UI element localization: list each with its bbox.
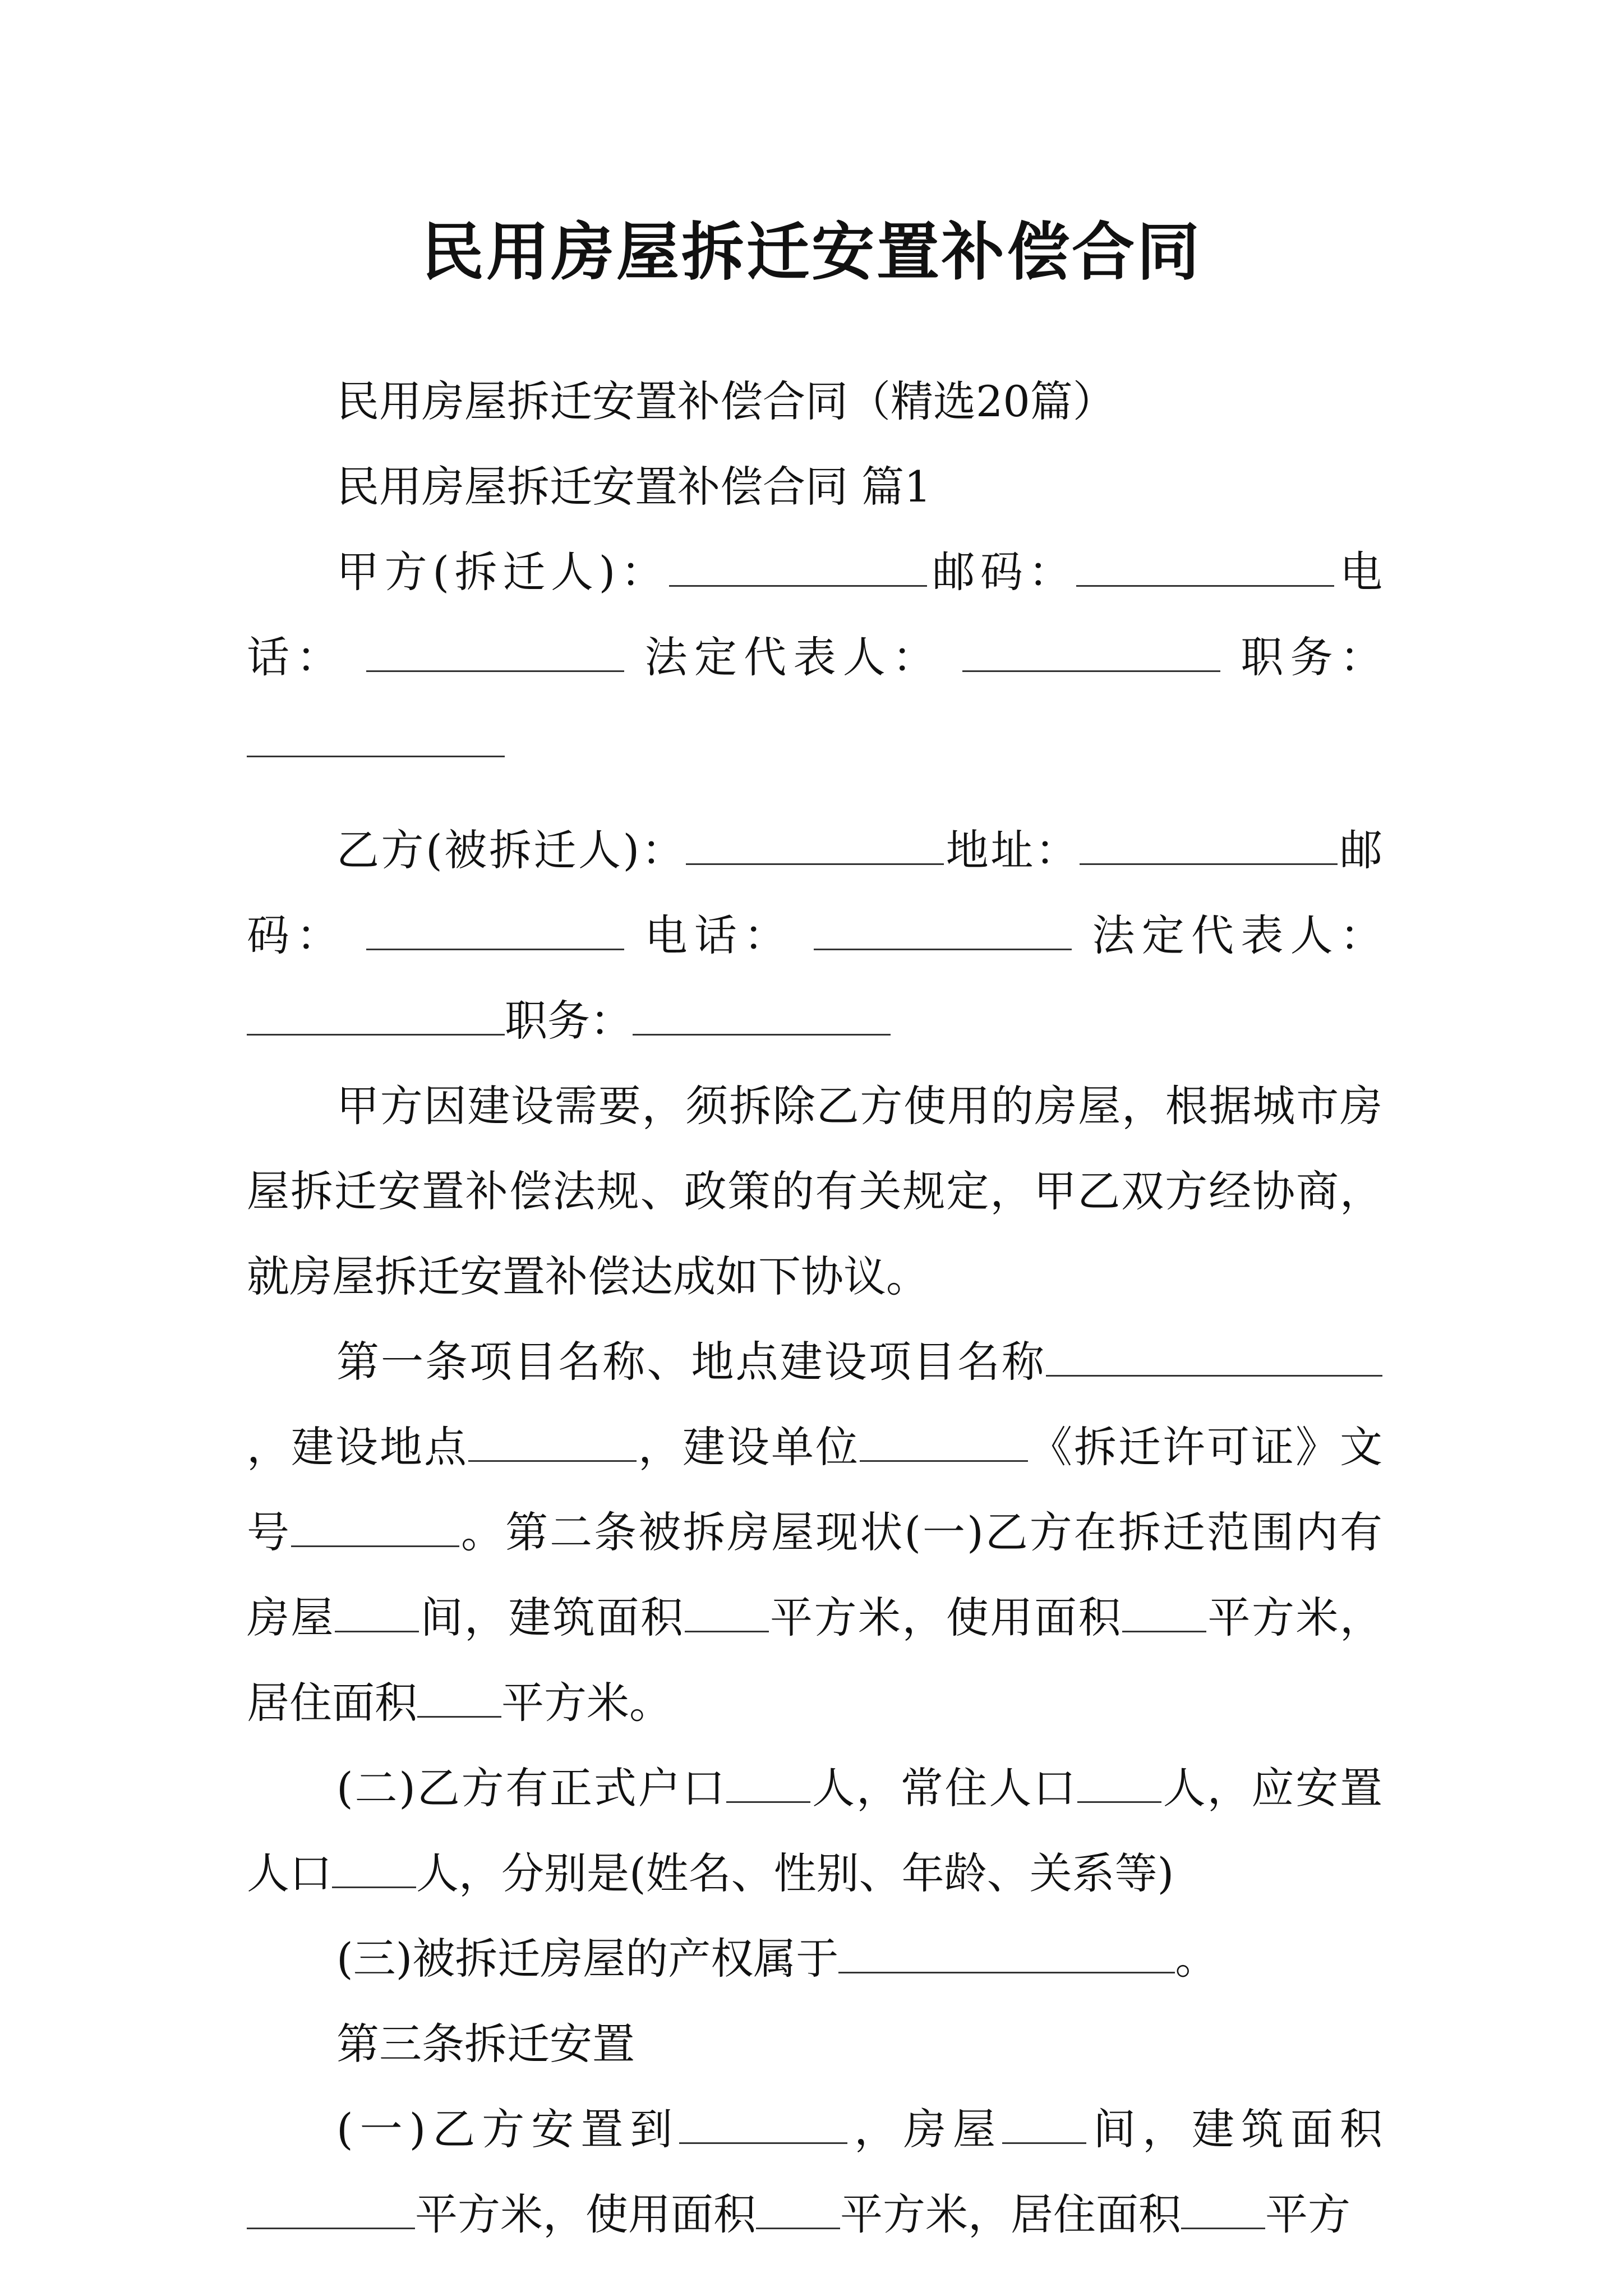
item-2-text: 人，应安置人口 <box>247 1763 1383 1898</box>
party-a-postcode-label: 邮码： <box>926 547 1077 597</box>
party-b-address-label: 地址： <box>944 825 1080 875</box>
article-1-text: 平方米，居住面积 <box>247 1593 1382 1728</box>
blank-field <box>1046 1337 1382 1377</box>
settlement-text: 间，建筑面积 <box>1086 2104 1383 2154</box>
party-a-legal-rep-label: 法定代表人： <box>644 632 942 682</box>
blank-field <box>1080 825 1338 865</box>
item-2-paragraph <box>247 1746 1382 1916</box>
party-a-label: 甲方(拆迁人)： <box>336 547 669 597</box>
settlement-text: 平方米，居住面积 <box>840 2189 1181 2239</box>
settlement-text: 平方米，使用面积 <box>415 2189 756 2239</box>
blank-field <box>247 996 505 1036</box>
party-a-block <box>247 530 1382 785</box>
article-1-text: ，建设单位 <box>637 1422 860 1472</box>
blank-field <box>1077 1763 1161 1803</box>
blank-field <box>332 1848 416 1888</box>
article-1-text: 。第二条被拆房屋现状(一)乙方在拆迁范围内有房屋 <box>247 1507 1382 1642</box>
article-1-text: ，建设地点 <box>247 1422 468 1472</box>
settlement-paragraph <box>247 2087 1382 2257</box>
party-b-legal-rep-label: 法定代表人： <box>1092 910 1382 960</box>
blank-field <box>468 1422 637 1462</box>
blank-field <box>247 717 505 757</box>
party-b-label: 乙方(被拆迁人)： <box>336 825 686 875</box>
party-b-postcode-label: 邮码： <box>247 825 1383 960</box>
article-1-text: 平方米，使用面积 <box>768 1593 1122 1642</box>
party-b-block <box>247 808 1382 1064</box>
blank-field <box>1181 2189 1265 2229</box>
article-1-paragraph <box>247 1319 1382 1746</box>
blank-field <box>685 1593 769 1632</box>
blank-field <box>1076 547 1334 587</box>
blank-field <box>860 1422 1028 1462</box>
blank-field <box>633 996 891 1036</box>
blank-field <box>247 2189 415 2229</box>
blank-field <box>291 1507 459 1547</box>
item-3-text: (三)被拆迁房屋的产权属于 <box>336 1934 839 1984</box>
party-a-position-label: 职务： <box>1241 632 1382 682</box>
document-title: 民用房屋拆迁安置补偿合同 <box>421 215 1202 289</box>
article-1-text: 平方米。 <box>501 1678 672 1728</box>
item-2-text: 人，分别是(姓名、性别、年龄、关系等) <box>416 1848 1174 1898</box>
blank-field <box>366 910 624 950</box>
party-b-position-label: 职务： <box>505 996 633 1046</box>
article-1-text: 间，建筑面积 <box>419 1593 685 1642</box>
section-heading: 民用房屋拆迁安置补偿合同 篇1 <box>336 462 932 512</box>
blank-field <box>366 632 624 672</box>
party-b-phone-label: 电话： <box>644 910 794 960</box>
item-3-paragraph <box>247 1916 1382 2001</box>
blank-field <box>679 2104 847 2144</box>
article-1-text: 第一条项目名称、地点建设项目名称 <box>336 1337 1046 1387</box>
blank-field <box>669 547 927 587</box>
document-body <box>247 359 1382 2257</box>
blank-field <box>962 632 1220 672</box>
blank-field <box>726 1763 810 1803</box>
article-3-heading: 第三条拆迁安置 <box>336 2019 635 2069</box>
blank-field <box>838 1934 1175 1973</box>
blank-field <box>335 1593 419 1632</box>
blank-field <box>686 825 944 865</box>
settlement-text: ，房屋 <box>847 2104 1003 2154</box>
item-3-text: 。 <box>1175 1934 1218 1984</box>
article-1-text: 《拆迁许可证》文号 <box>247 1422 1382 1557</box>
blank-field <box>756 2189 840 2229</box>
party-a-phone-label: 电话： <box>247 547 1383 682</box>
intro-paragraph: 甲方因建设需要，须拆除乙方使用的房屋，根据城市房屋拆迁安置补偿法规、政策的有关规定，甲乙双方经协商，就房屋拆迁安置补偿达成如下协议。 <box>247 1081 1382 1301</box>
settlement-text: 平方 <box>1265 2189 1350 2239</box>
item-2-text: 人，常住人口 <box>810 1763 1077 1813</box>
blank-field <box>1002 2104 1086 2144</box>
settlement-text: (一)乙方安置到 <box>336 2104 680 2154</box>
blank-field <box>417 1678 501 1718</box>
document-subtitle: 民用房屋拆迁安置补偿合同（精选20篇） <box>336 376 1115 426</box>
blank-field <box>814 910 1072 950</box>
item-2-text: (二)乙方有正式户口 <box>336 1763 727 1813</box>
blank-field <box>1122 1593 1206 1632</box>
